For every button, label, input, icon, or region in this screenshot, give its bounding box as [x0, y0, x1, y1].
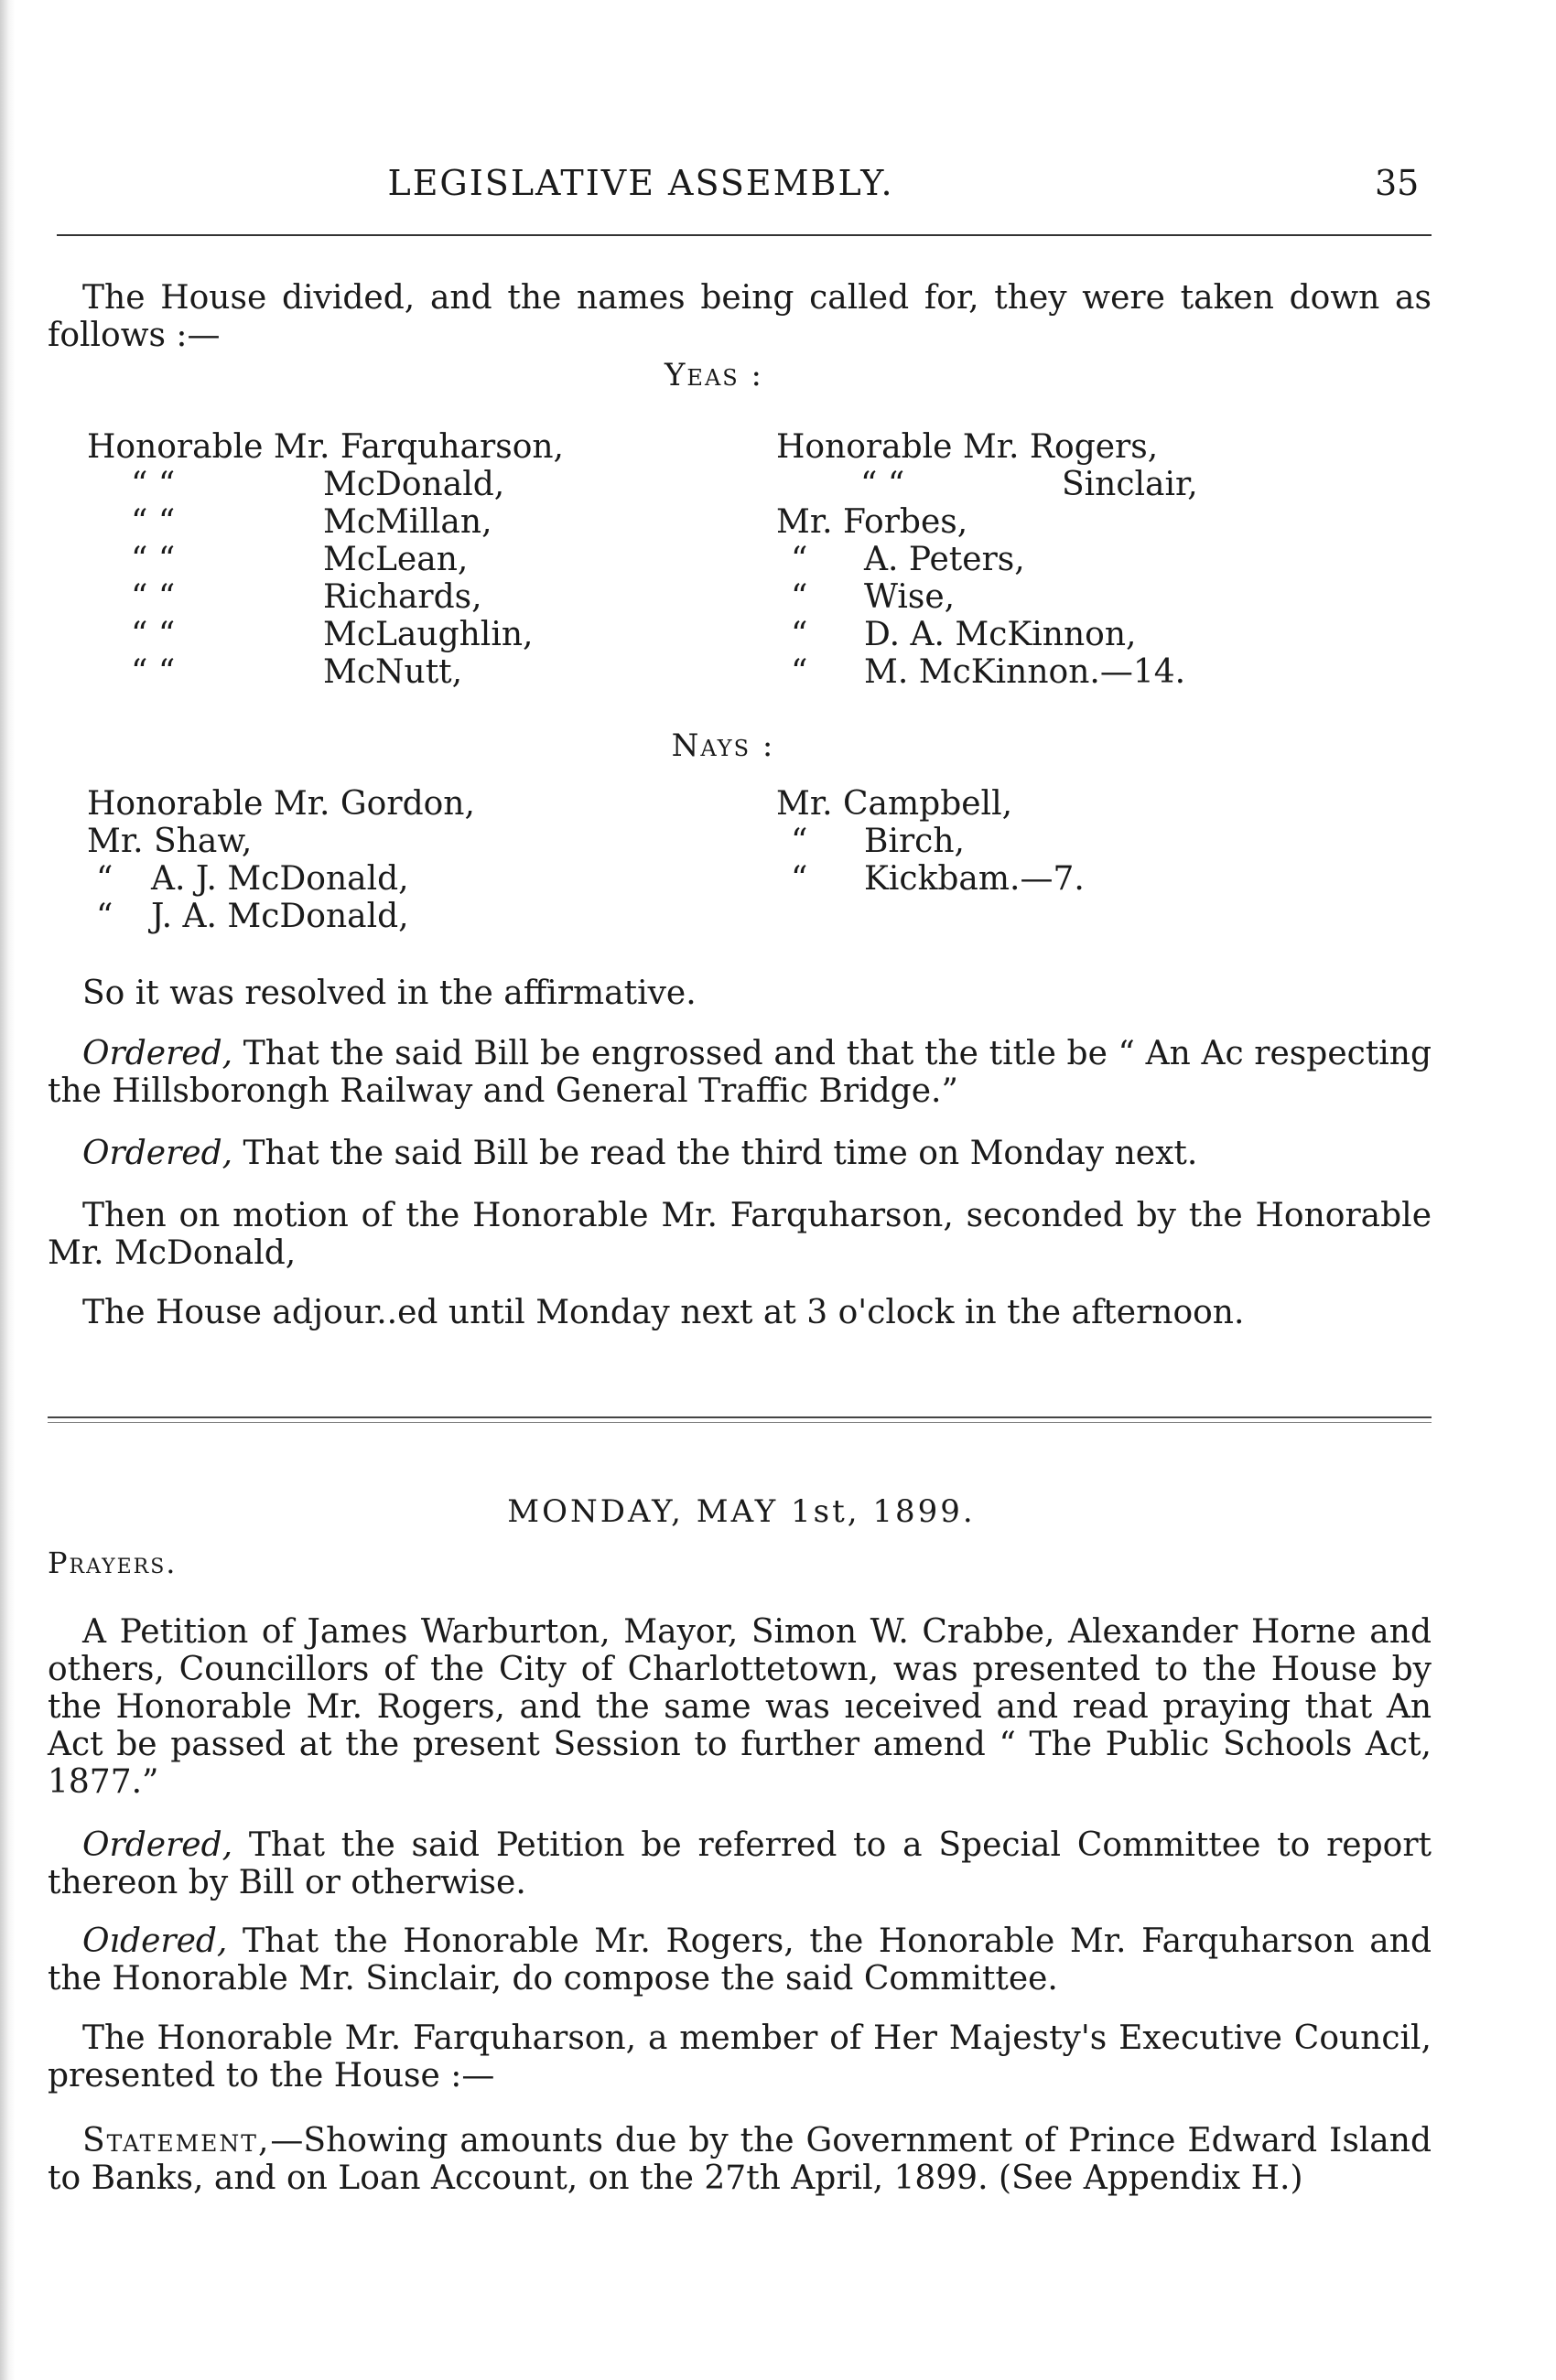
member-name: Farquharson, [340, 428, 564, 466]
page-number: 35 [1375, 163, 1420, 203]
list-item [87, 823, 475, 860]
list-item [776, 503, 1198, 541]
member-name: Rogers, [1029, 428, 1159, 466]
nays-heading: Nays : [671, 727, 775, 764]
ordered-text: That the said Bill be read the third time on Monday next. [243, 1135, 1198, 1172]
running-header [0, 163, 1556, 218]
ordered-paragraph-3 [48, 1826, 1432, 1901]
member-name: Richards, [323, 578, 482, 616]
resolved-text: So it was resolved in the affirmative. [82, 975, 697, 1012]
name-prefix: “ [791, 860, 808, 898]
member-name: Wise, [864, 578, 956, 616]
name-prefix: “ “ [131, 578, 176, 616]
statement-text: —Showing amounts due by the Government of Prince Edward Island to Banks, and on Loan Account, on the 27th April, 1899. (See Appendix H.) [48, 2122, 1432, 2197]
member-name: Kickbam.—7. [864, 860, 1085, 898]
yeas-heading: Yeas : [664, 357, 763, 393]
list-item [87, 860, 475, 898]
yeas-left-list [87, 428, 564, 691]
name-prefix: Mr. [776, 503, 833, 541]
member-name: A. J. McDonald, [151, 860, 409, 898]
motion-paragraph [48, 1197, 1432, 1272]
ordered-text: That the Honorable Mr. Rogers, the Honorable Mr. Farquharson and the Honorable Mr. Sinclair, do compose the said Committee. [48, 1922, 1432, 1998]
ordered-paragraph-1 [48, 1035, 1432, 1110]
ordered-paragraph-4 [48, 1922, 1432, 1998]
list-item [776, 466, 1198, 503]
member-name: McMillan, [323, 503, 492, 541]
member-name: Campbell, [843, 785, 1013, 823]
motion-text: Then on motion of the Honorable Mr. Farquharson, seconded by the Honorable Mr. McDonald, [48, 1197, 1432, 1272]
list-item [87, 466, 564, 503]
ordered-text: That the said Petition be referred to a Special Committee to report thereon by Bill or otherwise. [48, 1826, 1432, 1901]
ordered-label: Ordered, [82, 1135, 233, 1172]
list-item [776, 616, 1198, 653]
member-name: Forbes, [843, 503, 968, 541]
member-name: McLaughlin, [323, 616, 534, 653]
adjourned-text: The House adjour..ed until Monday next at 3 o'clock in the afternoon. [82, 1294, 1245, 1331]
statement-label: Statement, [82, 2122, 271, 2159]
name-prefix: “ [96, 898, 113, 935]
member-name: Gordon, [340, 785, 475, 823]
ordered-paragraph-2 [48, 1135, 1432, 1172]
list-item [776, 541, 1198, 578]
name-prefix: “ “ [131, 616, 176, 653]
list-item [87, 785, 475, 823]
name-prefix: Mr. [776, 785, 833, 823]
list-item [87, 616, 564, 653]
executive-paragraph [48, 2019, 1432, 2095]
petition-paragraph [48, 1613, 1432, 1801]
list-item [87, 898, 475, 935]
name-prefix: “ [96, 860, 113, 898]
name-prefix: Honorable Mr. [776, 428, 1020, 466]
member-name: D. A. McKinnon, [864, 616, 1137, 653]
member-name: McDonald, [323, 466, 505, 503]
adjourned-line [48, 1294, 1432, 1331]
list-item [776, 428, 1198, 466]
nays-right-list [776, 785, 1085, 898]
statement-paragraph [48, 2122, 1432, 2197]
resolved-line [48, 975, 1432, 1012]
member-name: Sinclair, [1062, 466, 1198, 503]
name-prefix: “ “ [131, 503, 176, 541]
member-name: J. A. McDonald, [151, 898, 409, 935]
member-name: A. Peters, [864, 541, 1025, 578]
member-name: M. McKinnon.—14. [864, 653, 1186, 691]
division-intro [48, 279, 1432, 354]
executive-text: The Honorable Mr. Farquharson, a member of Her Majesty's Executive Council, presented to the House :— [48, 2019, 1432, 2095]
section-divider [48, 1416, 1432, 1423]
ordered-label: Oıdered, [82, 1922, 228, 1960]
name-prefix: Honorable Mr. [87, 785, 330, 823]
ordered-text: That the said Bill be engrossed and that the title be “ An Ac respecting the Hillsborongh Railway and General Traffic Bridge.” [48, 1035, 1432, 1110]
list-item [776, 860, 1085, 898]
list-item [87, 541, 564, 578]
list-item [776, 785, 1085, 823]
list-item [87, 578, 564, 616]
name-prefix: “ [791, 653, 808, 691]
ordered-label: Ordered, [82, 1826, 233, 1864]
name-prefix: “ “ [131, 653, 176, 691]
member-name: Birch, [864, 823, 965, 860]
header-title: LEGISLATIVE ASSEMBLY. [387, 163, 894, 203]
name-prefix: “ “ [131, 541, 176, 578]
name-prefix: “ “ [860, 466, 905, 503]
yeas-right-list [776, 428, 1198, 691]
division-intro-text: The House divided, and the names being called for, they were taken down as follows :— [48, 279, 1432, 354]
prayers-heading: Prayers. [48, 1545, 178, 1580]
list-item [87, 503, 564, 541]
name-prefix: “ [791, 616, 808, 653]
nays-left-list [87, 785, 475, 935]
list-item [776, 653, 1198, 691]
member-name: McLean, [323, 541, 469, 578]
name-prefix: Mr. [87, 823, 144, 860]
list-item [87, 428, 564, 466]
petition-text: A Petition of James Warburton, Mayor, Simon W. Crabbe, Alexander Horne and others, Councillors of the City of Charlottetown, was presented to the House by the Honorable Mr. Rogers, and the same was ıeceived and read praying that An Act be passed at the present Session to further amend “ The Public Schools Act, 1877.” [48, 1613, 1432, 1801]
list-item [87, 653, 564, 691]
list-item [776, 578, 1198, 616]
list-item [776, 823, 1085, 860]
header-rule [57, 234, 1432, 236]
name-prefix: “ [791, 578, 808, 616]
ordered-label: Ordered, [82, 1035, 233, 1072]
name-prefix: “ “ [131, 466, 176, 503]
date-heading: MONDAY, MAY 1st, 1899. [507, 1493, 976, 1530]
name-prefix: “ [791, 823, 808, 860]
member-name: Shaw, [154, 823, 253, 860]
name-prefix: “ [791, 541, 808, 578]
name-prefix: Honorable Mr. [87, 428, 330, 466]
member-name: McNutt, [323, 653, 463, 691]
